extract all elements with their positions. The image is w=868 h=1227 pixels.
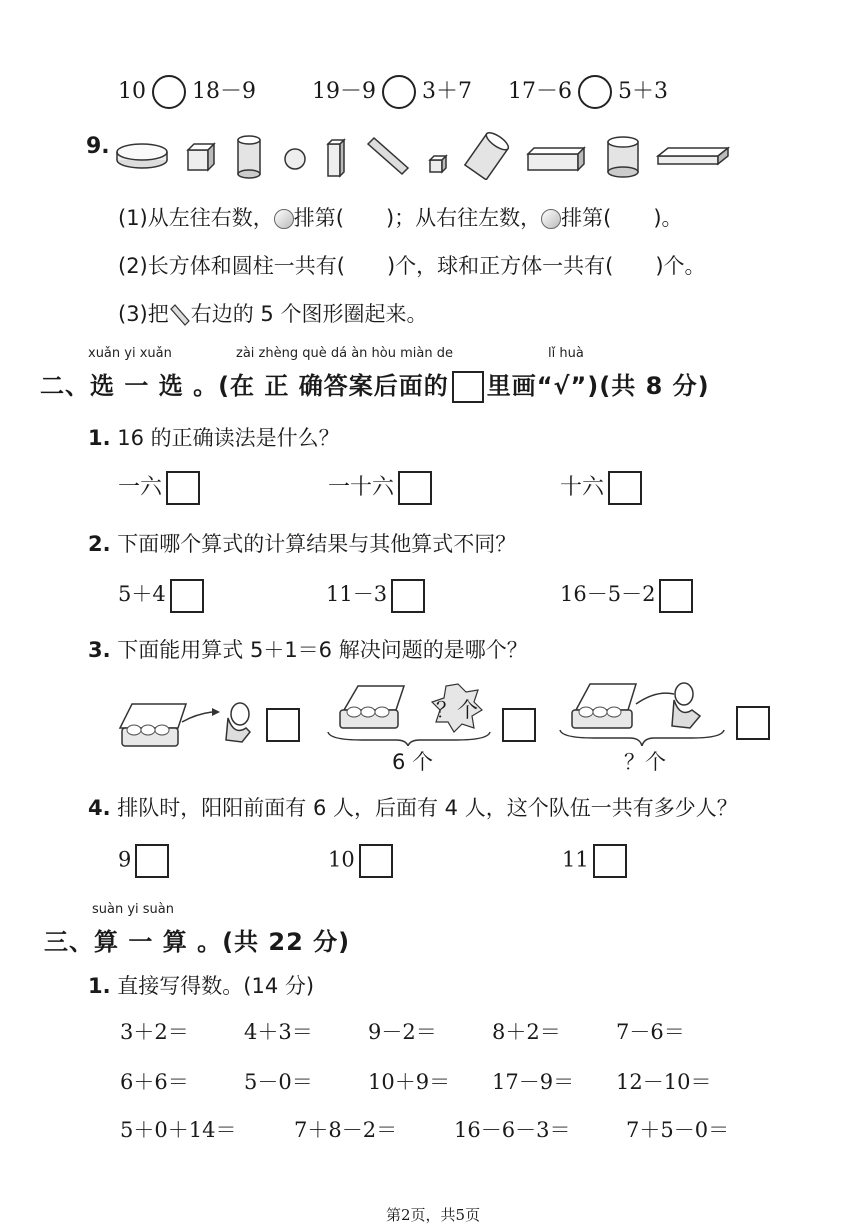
compare-item-2 [312,74,472,109]
s2-q1-option-2 [328,470,432,505]
s2-question-2 [88,528,516,558]
page-footer: 第2页，共5页 [386,1206,481,1224]
section2-title [40,366,710,403]
calc-item[interactable]: 10＋9＝ [368,1070,451,1094]
answer-box-icon [452,371,484,403]
question-number: 1. [88,974,111,998]
compare-left: 10 [118,79,146,104]
section2-title-b: 里画“√”)(共 8 分) [486,372,710,400]
tall-cuboid-icon [328,140,344,176]
option-label: 9 [118,847,132,872]
calc-item[interactable]: 9－2＝ [368,1020,437,1044]
option-label: 一六 [118,475,163,500]
section2-pinyin-3: lǐ huà [548,346,584,361]
s2-q1-option-3 [560,470,642,505]
answer-box[interactable] [135,844,169,878]
q9-number: 9. [86,134,110,159]
question-text: 排队时，阳阳前面有 6 人，后面有 4 人，这个队伍一共有多少人？ [117,796,738,820]
s2-q3-option-1 [262,708,300,742]
s2-q3-option-2 [498,708,536,742]
answer-box[interactable] [502,708,536,742]
brace-label: 6 个 [392,750,434,774]
hand-with-egg-icon [226,703,250,742]
egg-carton-icon [572,684,636,728]
calc-item[interactable]: 16－6－3＝ [454,1118,571,1142]
calc-item[interactable]: 5＋0＋14＝ [120,1118,237,1142]
answer-box[interactable] [736,706,770,740]
answer-box[interactable] [398,471,432,505]
option-label: 一十六 [328,475,395,500]
calc-item[interactable]: 7－6＝ [616,1020,685,1044]
q9-sub1-text-a: (1)从左往右数， [118,206,274,230]
s3-question-1 [88,970,314,1000]
question-number: 1. [88,426,111,450]
answer-box[interactable] [608,471,642,505]
option-label: 5＋4 [118,582,166,606]
q9-sub3-text-b: 右边的 5 个图形圈起来。 [190,302,428,326]
q9-sub2: (2)长方体和圆柱一共有( )个，球和正方体一共有( )个。 [118,254,706,278]
stick-icon [368,138,408,174]
s2-q3-option-3 [732,706,770,740]
compare-circle[interactable] [382,75,416,109]
question-number: 4. [88,796,111,820]
hand-with-egg-icon [672,683,700,728]
s2-question-3 [88,634,528,664]
s2-q2-option-2 [326,578,425,613]
section3-pinyin: suàn yi suàn [92,902,175,917]
compare-right: 18－9 [192,79,256,104]
stick-icon [169,304,191,326]
flat-cylinder-icon [117,144,167,168]
compare-left: 17－6 [508,79,572,104]
q9-sub3-text-a: (3)把 [118,302,169,326]
brace-icon [328,732,490,746]
compare-right: 3＋7 [422,79,472,104]
answer-box[interactable] [166,471,200,505]
long-cuboid-icon [658,148,728,164]
arrow-icon [182,708,220,722]
brace-icon [560,730,724,746]
s2-q4-option-2 [328,844,393,878]
sphere-icon [541,209,561,229]
answer-box[interactable] [391,579,425,613]
q9-sub1 [118,202,683,232]
brace-label: ？个 [624,750,666,774]
option-label: 16－5－2 [560,582,656,606]
starburst-label: ？个 [436,698,478,722]
tilted-cylinder-icon [465,130,511,180]
compare-item-3 [508,74,668,109]
answer-box[interactable] [593,844,627,878]
calc-item[interactable]: 3＋2＝ [120,1020,189,1044]
s2-q2-option-1 [118,578,204,613]
s2-question-1 [88,422,340,452]
question-number: 3. [88,638,111,662]
cube-icon [188,144,214,170]
shapes-row [112,128,742,180]
cuboid-icon [528,148,584,170]
option-label: 10 [328,847,355,872]
s2-q4-option-1 [118,844,169,878]
answer-box[interactable] [170,579,204,613]
s2-q2-option-3 [560,578,693,613]
s2-q4-option-3 [562,844,627,878]
calc-item[interactable]: 5－0＝ [244,1070,313,1094]
question-text: 下面能用算式 5＋1＝6 解决问题的是哪个？ [117,638,528,662]
question-text: 下面哪个算式的计算结果与其他算式不同？ [117,532,517,556]
question-text: 16 的正确读法是什么？ [117,426,340,450]
q9-sub3 [118,298,427,328]
compare-circle[interactable] [578,75,612,109]
s2-q3-option-3-picture [556,676,740,746]
calc-item[interactable]: 7＋5－0＝ [626,1118,730,1142]
calc-item[interactable]: 6＋6＝ [120,1070,189,1094]
calc-item[interactable]: 8＋2＝ [492,1020,561,1044]
answer-box[interactable] [359,844,393,878]
cylinder-icon [238,136,260,178]
calc-item[interactable]: 17－9＝ [492,1070,575,1094]
section2-title-a: 二、选 一 选 。(在 正 确答案后面的 [40,372,449,400]
section2-pinyin-2: zài zhèng què dá àn hòu miàn de [236,346,453,361]
q9-sub1-text-b: 排第( )；从右往左数， [293,206,542,230]
compare-left: 19－9 [312,79,376,104]
sphere-icon [285,149,305,169]
s2-q1-option-1 [118,470,200,505]
s2-question-4 [88,792,738,822]
compare-circle[interactable] [152,75,186,109]
option-label: 11 [562,847,589,872]
egg-carton-icon [120,704,186,746]
question-text: 直接写得数。(14 分) [117,974,315,998]
small-cube-icon [430,156,446,172]
compare-right: 5＋3 [618,79,668,104]
arrow-icon [636,693,674,704]
cylinder-icon [608,137,638,177]
section2-pinyin-1: xuǎn yi xuǎn [88,346,172,361]
egg-carton-icon [340,686,404,728]
answer-box[interactable] [266,708,300,742]
question-number: 2. [88,532,111,556]
answer-box[interactable] [659,579,693,613]
option-label: 十六 [560,475,605,500]
calc-item[interactable]: 4＋3＝ [244,1020,313,1044]
calc-item[interactable]: 12－10＝ [616,1070,712,1094]
calc-item[interactable]: 7＋8－2＝ [294,1118,398,1142]
compare-item-1 [118,74,256,109]
option-label: 11－3 [326,582,388,606]
section3-title: 三、算 一 算 。(共 22 分) [44,928,351,956]
sphere-icon [274,209,294,229]
q9-sub1-text-c: 排第( )。 [561,206,683,230]
